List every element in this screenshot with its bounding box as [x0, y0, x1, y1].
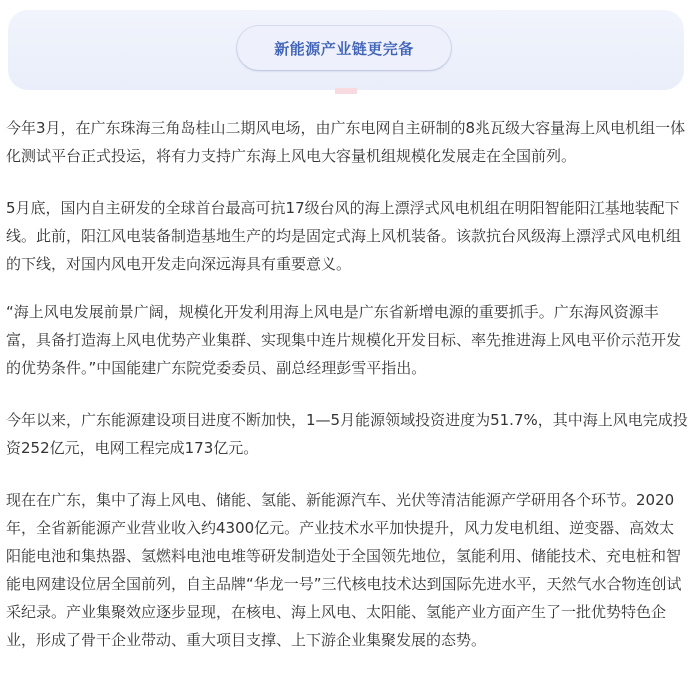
article-paragraph-3: “海上风电发展前景广阔，规模化开发利用海上风电是广东省新增电源的重要抓手。广东海风资源丰富，具备打造海上风电优势产业集群、实现集中连片规模化开发目标、率先推进海上风电平价示范开发的优势条件。”中国能建广东院党委委员、副总经理彭雪平指出。: [6, 303, 682, 377]
decorative-accent-strip: [335, 88, 357, 94]
section-title: 新能源产业链更完备: [237, 26, 451, 70]
article-paragraph-4: 今年以来，广东能源建设项目进度不断加快，1—5月能源领域投资进度为51.7%，其中海上风电完成投资252亿元，电网工程完成173亿元。: [6, 411, 688, 457]
article-paragraph-1: 今年3月，在广东珠海三角岛桂山二期风电场，由广东电网自主研制的8兆瓦级大容量海上风电机组一体化测试平台正式投运，将有力支持广东海上风电大容量机组规模化发展走在全国前列。: [6, 119, 686, 165]
article-paragraph-5: 现在在广东，集中了海上风电、储能、氢能、新能源汽车、光伏等清洁能源产学研用各个环节。2020年，全省新能源产业营业收入约4300亿元。产业技术水平加快提升，风力发电机组、逆变器、高效太阳能电池和集热器、氢燃料电池电堆等研发制造处于全国领先地位，氢能利用、储能技术、充电桩和智能电网建设位居全国前列，自主品牌“华龙一号”三代核电技术达到国际先进水平，天然气水合物连创试采纪录。产业集聚效应逐步显现，在核电、海上风电、太阳能、氢能产业方面产生了一批优势特色企业，形成了骨干企业带动、重大项目支撑、上下游企业集聚发展的态势。: [6, 491, 682, 649]
article-paragraph-2: 5月底，国内自主研发的全球首台最高可抗17级台风的海上漂浮式风电机组在明阳智能阳江基地装配下线。此前，阳江风电装备制造基地生产的均是固定式海上风机装备。该款抗台风级海上漂浮式风电机组的下线，对国内风电开发走向深远海具有重要意义。: [6, 199, 682, 273]
